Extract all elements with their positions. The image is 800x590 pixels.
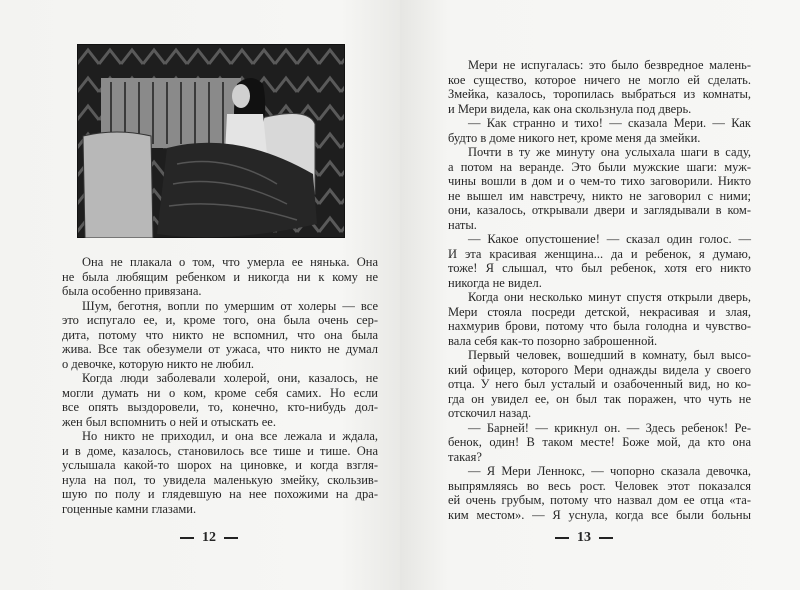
text-line: Мери не испугалась: это было безвредное малень- bbox=[468, 58, 751, 72]
dash-decoration bbox=[180, 537, 194, 539]
paragraph bbox=[448, 290, 751, 348]
dash-decoration bbox=[224, 537, 238, 539]
text-line: выпрямляясь во весь рост. Человек этот показался bbox=[448, 478, 751, 493]
right-page bbox=[400, 0, 800, 590]
paragraph bbox=[448, 232, 751, 290]
text-line: чины вошли в дом и о чем-то тихо заговорили. Никто bbox=[448, 174, 751, 188]
paragraph bbox=[62, 429, 378, 516]
page-number-right bbox=[555, 530, 613, 546]
text-line: Мери стояла посреди детской, некрасивая и злая, bbox=[448, 304, 751, 319]
paragraph bbox=[448, 145, 751, 232]
paragraph bbox=[448, 464, 751, 522]
text-line: и Мери видела, как она скользнула под дверь. bbox=[448, 101, 692, 116]
text-line: Первый человек, вошедший в комнату, был высо- bbox=[468, 348, 751, 362]
dash-decoration bbox=[555, 537, 569, 539]
text-line: такая? bbox=[448, 449, 482, 464]
text-line: не вышел им навстречу, никто не заговорил с ними; bbox=[448, 188, 751, 203]
text-line: и в доме, казалось, становилось все тише и тише. Она bbox=[62, 443, 378, 458]
text-line: Когда они несколько минут спустя открыли дверь, bbox=[468, 290, 751, 304]
paragraph bbox=[448, 348, 751, 421]
text-line: была особенно привязана. bbox=[62, 284, 202, 298]
left-page-text bbox=[62, 255, 378, 516]
paragraph bbox=[448, 116, 751, 145]
text-line: жен был вспомнить о ней и отыскать ее. bbox=[62, 414, 276, 429]
text-line: ей очень грубым, потому что назвал дом ее отца «та- bbox=[448, 493, 751, 507]
text-line: Шум, беготня, вопли по умершим от холеры — все bbox=[82, 298, 378, 313]
text-line: а потом на веранде. Это были мужские шаги: муж- bbox=[448, 159, 751, 174]
text-line: Змейка, казалось, торопилась выбраться из комнаты, bbox=[448, 87, 751, 101]
text-line: все опять выздоровели, то, конечно, кто-нибудь дол- bbox=[62, 400, 378, 414]
text-line: Когда люди заболевали холерой, они, казалось, не bbox=[82, 371, 378, 385]
paragraph bbox=[62, 371, 378, 429]
text-line: это испугало ее, и, кроме того, она была очень сер- bbox=[62, 313, 378, 327]
text-line: услышала какой-то шорох на циновке, и когда взгля- bbox=[62, 458, 378, 472]
text-line: Она не плакала о том, что умерла ее нянька. Она bbox=[82, 255, 378, 269]
text-line: — Барней! — крикнул он. — Здесь ребенок! Ре- bbox=[468, 420, 751, 435]
right-page-text bbox=[448, 58, 751, 522]
text-line: кое существо, которое ничего не могло ей сделать. bbox=[448, 72, 751, 87]
page-number: 12 bbox=[202, 530, 216, 545]
text-line: — Как странно и тихо! — сказала Мери. — Как bbox=[468, 116, 751, 130]
dash-decoration bbox=[599, 537, 613, 539]
illustration-girl-in-bed bbox=[77, 44, 345, 238]
page-number: 13 bbox=[577, 530, 591, 545]
text-line: Но никто не приходил, и она все лежала и ждала, bbox=[82, 429, 378, 443]
page-number-left bbox=[180, 530, 238, 546]
text-line: не была любящим ребенком и никогда ни к кому не bbox=[62, 269, 378, 284]
paragraph bbox=[62, 299, 378, 372]
text-line: — Я Мери Леннокс, — чопорно сказала девочка, bbox=[468, 464, 751, 478]
text-line: они, казалось, открывали двери и заглядывали в ком- bbox=[448, 203, 751, 217]
text-line: гда он увидел ее, он был так поражен, что чуть не bbox=[448, 391, 751, 406]
text-line: кий офицер, которого Мери однажды видела у своего bbox=[448, 362, 751, 377]
text-line: ким местом». — Я уснула, когда все были больны bbox=[448, 507, 751, 522]
text-line: нула на пол, то увидела маленькую змейку, скользив- bbox=[62, 472, 378, 487]
text-line: бенок, один! В таком месте! Боже мой, да кто она bbox=[448, 435, 751, 449]
text-line: вала себя как-то позорно заброшенной. bbox=[448, 333, 658, 348]
text-line: отскочил назад. bbox=[448, 406, 532, 420]
text-line: И эта красивая женщина... да и ребенок, я думаю, bbox=[448, 246, 751, 261]
text-line: — Какое опустошение! — сказал один голос. — bbox=[468, 232, 751, 246]
text-line: шую по полу и глядевшую на нее похожими на дра- bbox=[62, 487, 378, 501]
paragraph bbox=[448, 58, 751, 116]
text-line: будто в доме никого нет, кроме меня да змейки. bbox=[448, 130, 701, 145]
text-line: Почти в ту же минуту она услыхала шаги в саду, bbox=[468, 145, 751, 159]
text-line: о девочке, которую никто не любил. bbox=[62, 356, 255, 371]
text-line: никогда не видел. bbox=[448, 275, 542, 290]
text-line: тоже! Я слышал, что был ребенок, хотя его никто bbox=[448, 261, 751, 275]
text-line: могли думать ни о ком, кроме себя самих. Но если bbox=[62, 385, 378, 400]
paragraph bbox=[62, 255, 378, 299]
text-line: отца. У него был усталый и озабоченный вид, но ко- bbox=[448, 377, 751, 391]
paragraph bbox=[448, 421, 751, 465]
text-line: наты. bbox=[448, 217, 477, 232]
text-line: нахмурив брови, потому что была голодна и чувство- bbox=[448, 319, 751, 333]
text-line: гоценные камни глазами. bbox=[62, 501, 197, 516]
text-line: жива. Все так обезумели от ужаса, что никто не думал bbox=[62, 342, 378, 356]
text-line: дита, потому что никто не вспомнил, что она была bbox=[62, 327, 378, 342]
